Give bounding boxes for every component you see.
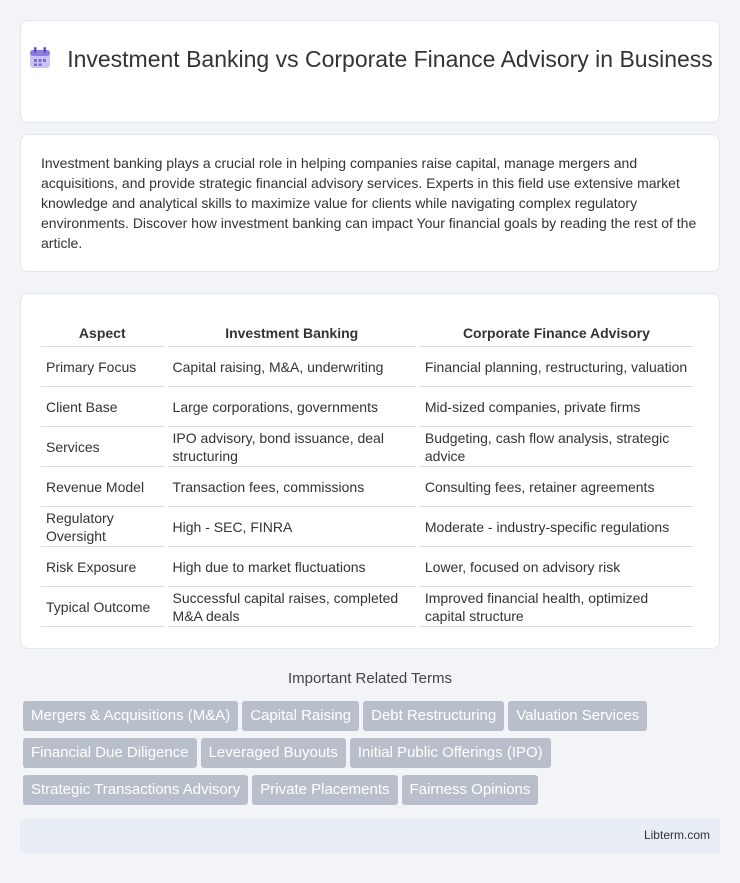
- row-aspect: Typical Outcome: [41, 587, 164, 627]
- tag-row: [23, 775, 723, 812]
- row-corporate-finance: Lower, focused on advisory risk: [420, 547, 693, 587]
- tag-strategic-transactions-advisory[interactable]: Strategic Transactions Advisory: [23, 775, 248, 805]
- row-corporate-finance: Mid-sized companies, private firms: [420, 387, 693, 427]
- table-row: [41, 467, 693, 507]
- intro-card: [20, 134, 720, 272]
- header-card: [20, 20, 720, 123]
- table-row: [41, 507, 693, 547]
- tag-row: [23, 701, 723, 738]
- tag-financial-due-diligence[interactable]: Financial Due Diligence: [23, 738, 197, 768]
- tag-leveraged-buyouts[interactable]: Leveraged Buyouts: [201, 738, 346, 768]
- row-investment-banking: High due to market fluctuations: [168, 547, 416, 587]
- row-aspect: Services: [41, 427, 164, 467]
- footer-site-link[interactable]: Libterm.com: [643, 828, 710, 842]
- tag-fairness-opinions[interactable]: Fairness Opinions: [402, 775, 539, 805]
- table-row: [41, 587, 693, 627]
- related-terms-list: [23, 701, 723, 812]
- comparison-table: [37, 314, 697, 627]
- table-row: [41, 347, 693, 387]
- calendar-icon: [27, 45, 53, 71]
- row-aspect: Client Base: [41, 387, 164, 427]
- header-aspect: Aspect: [41, 314, 164, 347]
- tag-row: [23, 738, 723, 775]
- table-row: [41, 387, 693, 427]
- row-aspect: Revenue Model: [41, 467, 164, 507]
- row-corporate-finance: Financial planning, restructuring, valuation: [420, 347, 693, 387]
- tag-private-placements[interactable]: Private Placements: [252, 775, 397, 805]
- row-aspect: Regulatory Oversight: [41, 507, 164, 547]
- row-corporate-finance: Moderate - industry-specific regulations: [420, 507, 693, 547]
- row-aspect: Risk Exposure: [41, 547, 164, 587]
- tag-debt-restructuring[interactable]: Debt Restructuring: [363, 701, 504, 731]
- tag-capital-raising[interactable]: Capital Raising: [242, 701, 359, 731]
- row-aspect: Primary Focus: [41, 347, 164, 387]
- header-corporate-finance-advisory: Corporate Finance Advisory: [420, 314, 693, 347]
- footer: [20, 819, 720, 853]
- tag-valuation-services[interactable]: Valuation Services: [508, 701, 647, 731]
- tag-mergers-acquisitions[interactable]: Mergers & Acquisitions (M&A): [23, 701, 238, 731]
- intro-paragraph: Investment banking plays a crucial role in helping companies raise capital, manage mergers and acquisitions, and provide strategic financial advisory services. Experts in this field use extensive market knowledge and analytical skills to maximize value for clients while navigating complex regulatory environments. Discover how investment banking can impact Your financial goals by reading the rest of the article.: [41, 155, 697, 251]
- comparison-card: [20, 293, 720, 649]
- row-investment-banking: Large corporations, governments: [168, 387, 416, 427]
- page-title: Investment Banking vs Corporate Finance Advisory in Business: [67, 46, 713, 72]
- row-investment-banking: IPO advisory, bond issuance, deal structuring: [168, 427, 416, 467]
- row-corporate-finance: Consulting fees, retainer agreements: [420, 467, 693, 507]
- table-row: [41, 427, 693, 467]
- row-corporate-finance: Improved financial health, optimized capital structure: [420, 587, 693, 627]
- header-investment-banking: Investment Banking: [168, 314, 416, 347]
- row-corporate-finance: Budgeting, cash flow analysis, strategic advice: [420, 427, 693, 467]
- table-header-row: [41, 314, 693, 347]
- page-title-block: [21, 45, 719, 74]
- related-terms-title: Important Related Terms: [288, 670, 452, 687]
- row-investment-banking: High - SEC, FINRA: [168, 507, 416, 547]
- row-investment-banking: Transaction fees, commissions: [168, 467, 416, 507]
- table-row: [41, 547, 693, 587]
- tag-initial-public-offerings[interactable]: Initial Public Offerings (IPO): [350, 738, 551, 768]
- row-investment-banking: Capital raising, M&A, underwriting: [168, 347, 416, 387]
- row-investment-banking: Successful capital raises, completed M&A deals: [168, 587, 416, 627]
